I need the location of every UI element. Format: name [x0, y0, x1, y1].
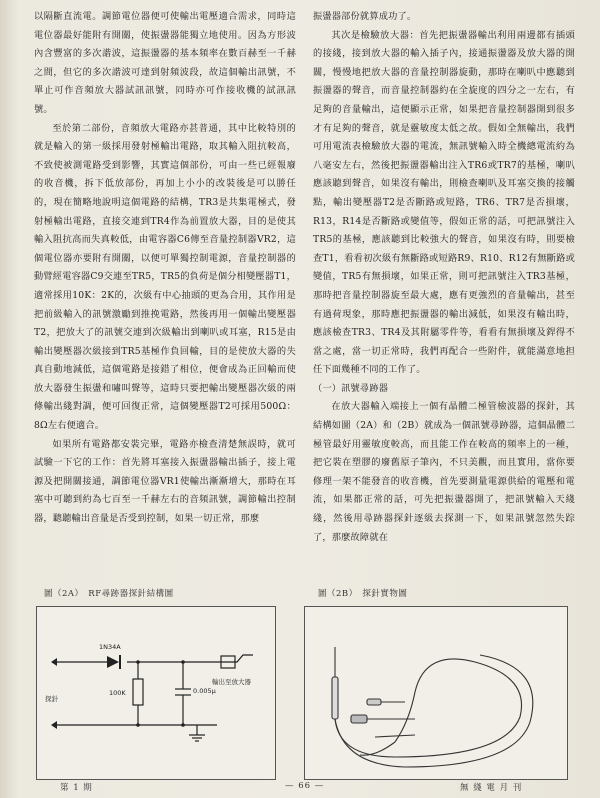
diode-label: 1N34A: [99, 643, 121, 651]
rf-probe-schematic: [37, 607, 275, 779]
left-text-column: [34, 8, 296, 529]
output-label: 輸出至放大器: [212, 678, 251, 686]
diode-symbol: [107, 655, 120, 669]
page-number: — 66 —: [285, 781, 325, 791]
paragraph: 至於第二部份，音頻放大電路亦甚普通，其中比較特別的就是輸入的第一級採用發射極輸出電路，取其輸入阻抗較高，不致使被測電路受到影響，其實這個部份，可由一些已經報廢的收音機，拆下低放部份，再加上小小的改裝後是可以勝任的，現在簡略地說明這個電路的結構，TR3是共集電極式，發射極輸出電路，直接交連到TR4作為前置放大器，目的是使其輸入阻抗高而失真較低，由電容器C6傳至音量控制器VR2，這個電位器亦要附有開關，以便可單獨控制電源，音量控制器的動臂經電容器C9交連至TR5，TR5的負荷是個分相變壓器T1，適常採用10K：2K的，次級有中心抽頭的更為合用，其作用是把前級輸入的訊號激勵到推挽電路，然後再用一個輸出變壓器T2，把放大了的訊號交連到次級輸出到喇叭或耳塞，R15是由輸出變壓器次級接到TR5基極作負回輸，目的是使放大器的失真自動地減低，這個電路是接錯了相位，便會成為正回輸而使放大器發生振盪和嘯叫聲等，這時只要把輸出變壓器次級的兩條輸出綫對調，便可回復正常，這個變壓器T2可採用500Ω：8Ω左右便適合。: [34, 122, 296, 432]
figure-2b-photo: [304, 606, 568, 780]
paragraph: 振盪器部份就算成功了。: [313, 11, 417, 22]
ground-arrow-icon: [51, 721, 57, 729]
paragraph: 如果所有電路都安裝完畢，電路亦檢查清楚無誤時，就可試驗一下它的工作：首先將耳塞接入振盪器輸出插子，接上電源及把開關接通，調節電位器VR1使輸出漸漸增大，那時在耳塞中可聽到約為七百至一千赫左右的音頻訊號，調節輸出控制器，聽聽輸出音量是否受到控制，如果一切正常，那麼: [34, 438, 296, 525]
capacitor-label: 0.005μ: [193, 687, 216, 695]
issue-number: 第 1 期: [60, 783, 93, 793]
probe-label: 探針: [45, 695, 58, 703]
paragraph: 以隔斷直流電。調節電位器便可使輸出電壓適合需求，同時這電位器最好能附有開關，使振盪器能獨立地使用。因為方形波內含豐富的多次諧波，這振盪器的基本頻率在數百赫至一千赫之間，但它的多次諧波可達到射頻波段，故這個輸出訊號，不單止可作音頻放大器試訊訊號，同時亦可作接收機的試訊訊號。: [34, 11, 296, 115]
figure-2b-caption: 圖（2B） 探針實物圖: [318, 589, 408, 599]
paragraph: 在放大器輸入端接上一個有晶體二極管檢波器的探針，其結構如圖（2A）和（2B）就成為一個訊號尋跡器，這個晶體二極管最好用靈敏度較高，而且能工作在較高的頻率上的一種，把它裝在塑膠的廢舊原子筆內，不只美觀，而且實用，當你要修理一架不能發音的收音機，首先要測量電源供給的電壓和電流，如果都正常的話，可先把振盪器開了，把訊號輸入天綫綫，然後用尋跡器探針逐級去探測一下，如果訊號忽然失踪了，那麼故障就在: [313, 401, 575, 543]
resistor-label: 100K: [109, 689, 126, 697]
figure-2a-schematic: [36, 606, 276, 780]
figure-2a-caption: 圖（2A） RF尋跡器探針結構圖: [44, 589, 174, 599]
section-heading: （一）訊號尋跡器: [313, 382, 389, 394]
magazine-title: 無 綫 電 月 刊: [460, 783, 523, 793]
probe-drawing: [305, 607, 567, 779]
probe-arrow-icon: [51, 658, 57, 666]
right-text-column: [313, 8, 575, 547]
paragraph: 其次是檢驗放大器：首先把振盪器輸出利用兩邊都有插頭的接綫，接到放大器的輸入插子內，接通振盪器及放大器的開關，慢慢地把放大器的音量控制器旋動，那時在喇叭中應聽到振盪器的聲音，而音量控制器約在全旋度的四分之一左右，有足夠的音量輸出，這便顯示正常，如果把音量控制器開到很多才有足夠的聲音，就是靈敏度太低之故。假如全無輸出，我們可用電流表檢驗放大器的電流，無訊號輸入時全機總電流約為八毫安左右，然後把振盪器輸出注入TR6或TR7的基極，喇叭應該聽到聲音，如果沒有輸出，則檢查喇叭及耳塞交換的接觸點，輸出變壓器T2是否斷路或短路，TR6、TR7是否損壞，R13，R14是否斷路或變值等，假如正常的話，可把訊號注入TR5的基極，應該聽到比較強大的聲音，如果沒有時，則要檢查T1，看看初次級有無斷路或短路R9、R10、R12有無斷路或變值，TR5有無損壞，如果正常，則可把訊號注入TR3基極，那時把音量控制器旋至最大處，應有更強烈的音量輸出，甚至有過荷現象，那時應把振盪器的輸出減低，如果沒有輸出時，應該檢查TR3、TR4及其附屬零件等，看看有無損壞及銲得不當之處，當一切正常時，我們再配合一些附件，就能滿意地担任下面幾種不同的工作了。: [313, 29, 575, 376]
